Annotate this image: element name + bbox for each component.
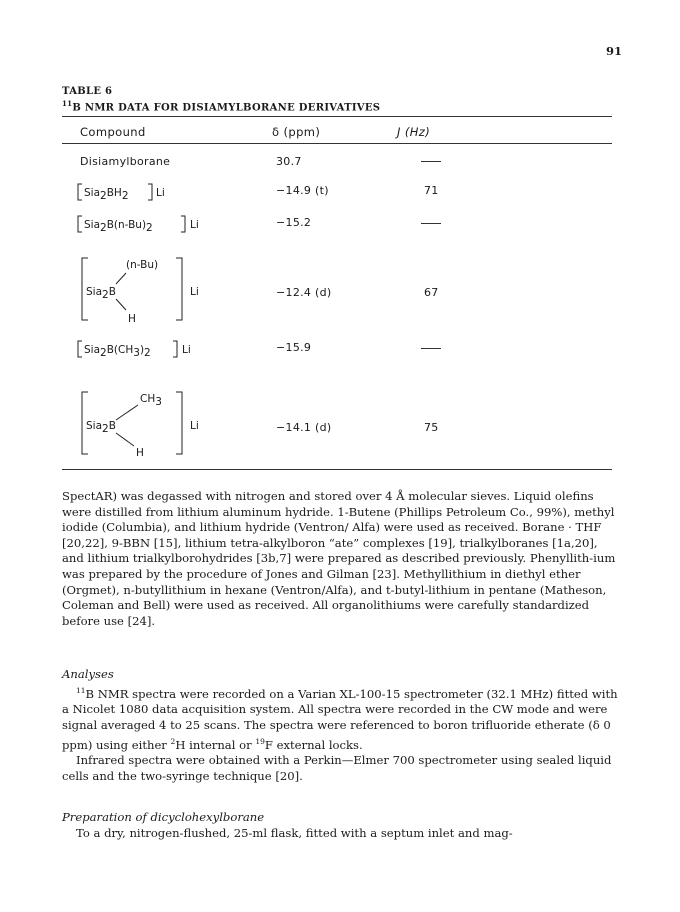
paragraph-preparation: To a dry, nitrogen-flushed, 25-ml flask, fitted with a septum inlet and mag- <box>76 826 513 840</box>
svg-text:H: H <box>128 313 136 325</box>
header-coupling: J (Hz) <box>397 125 431 139</box>
svg-text:H: H <box>136 447 144 459</box>
paragraph-nmr: $^{11}$B NMR spectra were recorded on a Varian XL-100-15 spectrometer (32.1 MHz) fitted with a Nicolet 1080 data acquisition system. All spectra were recorded in the CW mode and were signal averaged 4 to 25 scans. The spectra were referenced to boron trifluoride etherate (δ 0 ppm) using either $^2$H internal or $^{19}$F external locks. <box>62 686 618 752</box>
svg-text:Sia2BH2: Sia2BH2 <box>84 187 129 202</box>
row-shift: 30.7 <box>276 155 302 168</box>
row-shift: −15.2 <box>276 216 312 229</box>
paragraph-ir: Infrared spectra were obtained with a Perkin—Elmer 700 spectrometer using sealed liquid cells and the two-syringe technique [20]. <box>62 753 612 783</box>
table-top-rule <box>62 116 612 117</box>
svg-text:Li: Li <box>190 286 199 298</box>
row-coupling-dash <box>421 223 441 224</box>
svg-text:CH3: CH3 <box>140 393 162 408</box>
row-compound <box>62 337 262 363</box>
table-title: $^{11}$B NMR DATA FOR DISIAMYLBORANE DERIVATIVES <box>62 99 381 114</box>
svg-text:Li: Li <box>156 187 165 199</box>
row-compound <box>62 386 282 462</box>
row-shift: −14.9 (t) <box>276 184 329 197</box>
table-header-rule <box>62 143 612 144</box>
svg-text:Sia2B: Sia2B <box>86 420 116 435</box>
svg-text:Sia2B: Sia2B <box>86 286 116 301</box>
paragraph-materials: SpectAR) was degassed with nitrogen and stored over 4 Å molecular sieves. Liquid olefins were distilled from lithium aluminum hydride. 1-Butene (Phillips Petroleum Co., 99%), methyl iodide (Columbia), and lithium hydride (Ventron/ Alfa) were used as received. Borane · THF [20,22], 9-BBN [15], lithium tetra-alkylboron “ate” complexes [19], trialkylboranes [1a,20], and lithium trialkylborohydrides [3b,7] were prepared as described previously. Phenyllith-ium was prepared by the procedure of Jones and Gilman [23]. Methyllithium in diethyl ether (Orgmet), n-butyllithium in hexane (Ventron/Alfa), and t-butyl-lithium in pentane (Matheson, Coleman and Bell) were used as received. All organolithiums were carefully standardized before use [24]. <box>62 489 616 628</box>
row-compound <box>62 180 262 206</box>
svg-text:(n-Bu): (n-Bu) <box>126 259 159 271</box>
section-heading-preparation: Preparation of dicyclohexylborane <box>62 810 265 824</box>
svg-text:Sia2B(n-Bu)2: Sia2B(n-Bu)2 <box>84 219 153 234</box>
row-shift: −14.1 (d) <box>276 421 332 434</box>
page-number: 91 <box>606 44 623 58</box>
svg-text:Sia2B(CH3)2: Sia2B(CH3)2 <box>84 344 151 359</box>
row-shift: −12.4 (d) <box>276 286 332 299</box>
row-coupling-dash <box>421 348 441 349</box>
table-bottom-rule <box>62 469 612 470</box>
table-label: TABLE 6 <box>62 86 113 97</box>
row-compound <box>62 212 262 238</box>
section-heading-analyses: Analyses <box>62 667 114 681</box>
row-compound <box>62 252 282 328</box>
svg-text:Li: Li <box>190 420 199 432</box>
paragraph-analyses <box>62 683 622 784</box>
header-compound: Compound <box>80 125 146 139</box>
row-shift: −15.9 <box>276 341 312 354</box>
svg-text:Li: Li <box>190 219 199 231</box>
row-coupling: 75 <box>424 421 439 434</box>
svg-text:Li: Li <box>182 344 191 356</box>
row-coupling: 71 <box>424 184 439 197</box>
row-coupling: 67 <box>424 286 439 299</box>
row-coupling-dash <box>421 161 441 162</box>
row-compound: Disiamylborane <box>80 155 171 168</box>
header-shift: δ (ppm) <box>272 125 321 139</box>
